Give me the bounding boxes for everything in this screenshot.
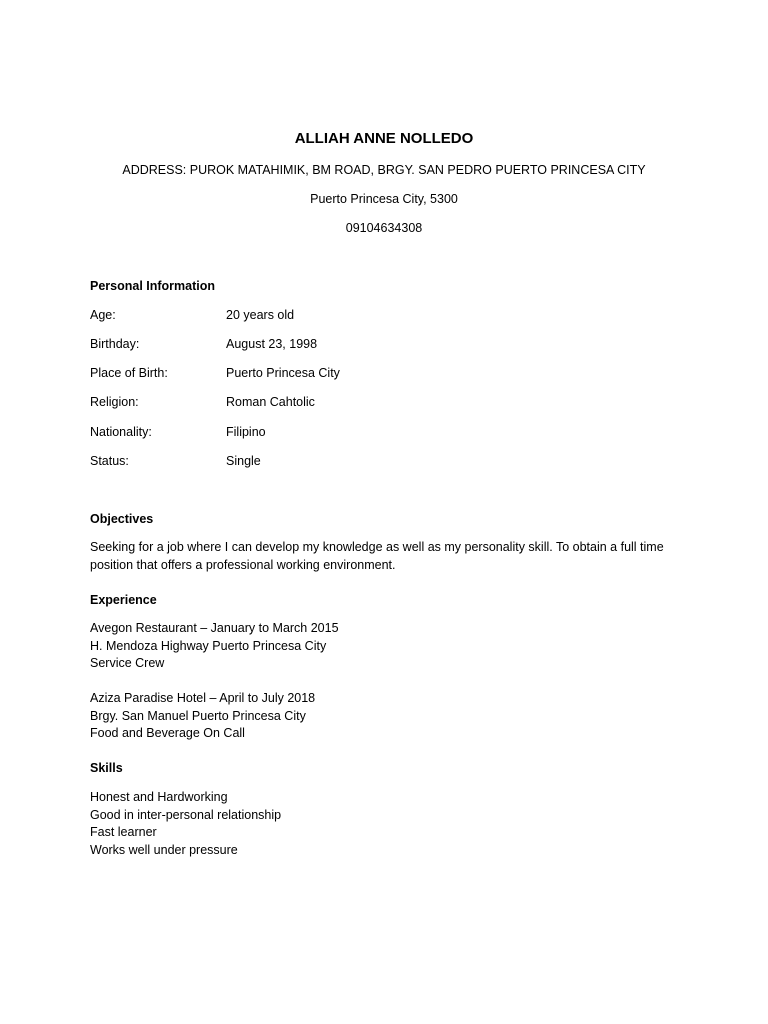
info-value: Filipino xyxy=(226,425,266,439)
info-label: Nationality: xyxy=(90,425,152,439)
skills-heading: Skills xyxy=(90,761,123,775)
job-title-line: Aziza Paradise Hotel – April to July 2018 xyxy=(90,691,316,705)
applicant-name: ALLIAH ANNE NOLLEDO xyxy=(294,130,474,147)
city-line: Puerto Princesa City, 5300 xyxy=(310,192,458,206)
info-label: Religion: xyxy=(90,395,139,409)
job-position-line: Food and Beverage On Call xyxy=(90,726,245,740)
skills-list xyxy=(90,789,690,859)
info-value: August 23, 1998 xyxy=(226,337,318,351)
phone-number: 09104634308 xyxy=(345,221,423,235)
objectives-text: Seeking for a job where I can develop my knowledge as well as my personality skill. To obtain a full time position that offers a professional working environment. xyxy=(90,540,664,572)
info-label: Age: xyxy=(90,308,116,322)
info-row-birthday xyxy=(90,336,690,352)
info-label: Birthday: xyxy=(90,337,140,351)
skill-item: Fast learner xyxy=(90,825,157,839)
info-row-nationality xyxy=(90,424,690,440)
info-label: Place of Birth: xyxy=(90,366,168,380)
info-value: Roman Cahtolic xyxy=(226,395,315,409)
info-value: Puerto Princesa City xyxy=(226,366,340,380)
info-value: Single xyxy=(226,454,261,468)
experience-entry xyxy=(90,690,690,743)
info-row-age xyxy=(90,307,690,323)
skill-item: Works well under pressure xyxy=(90,842,238,857)
info-value: 20 years old xyxy=(226,308,295,322)
job-location-line: H. Mendoza Highway Puerto Princesa City xyxy=(90,638,327,653)
skill-item: Honest and Hardworking xyxy=(90,790,228,804)
info-row-status xyxy=(90,453,690,469)
experience-entry xyxy=(90,620,690,673)
info-row-place-of-birth xyxy=(90,365,690,381)
experience-heading: Experience xyxy=(90,593,157,607)
skill-item: Good in inter-personal relationship xyxy=(90,807,282,822)
address-line: ADDRESS: PUROK MATAHIMIK, BM ROAD, BRGY. SAN PEDRO PUERTO PRINCESA CITY xyxy=(122,163,646,177)
personal-info-heading: Personal Information xyxy=(90,279,216,293)
job-location-line: Brgy. San Manuel Puerto Princesa City xyxy=(90,708,306,723)
job-title-line: Avegon Restaurant – January to March 2015 xyxy=(90,621,339,635)
info-label: Status: xyxy=(90,454,129,468)
info-row-religion xyxy=(90,394,690,410)
job-position-line: Service Crew xyxy=(90,656,165,670)
objectives-heading: Objectives xyxy=(90,512,154,526)
